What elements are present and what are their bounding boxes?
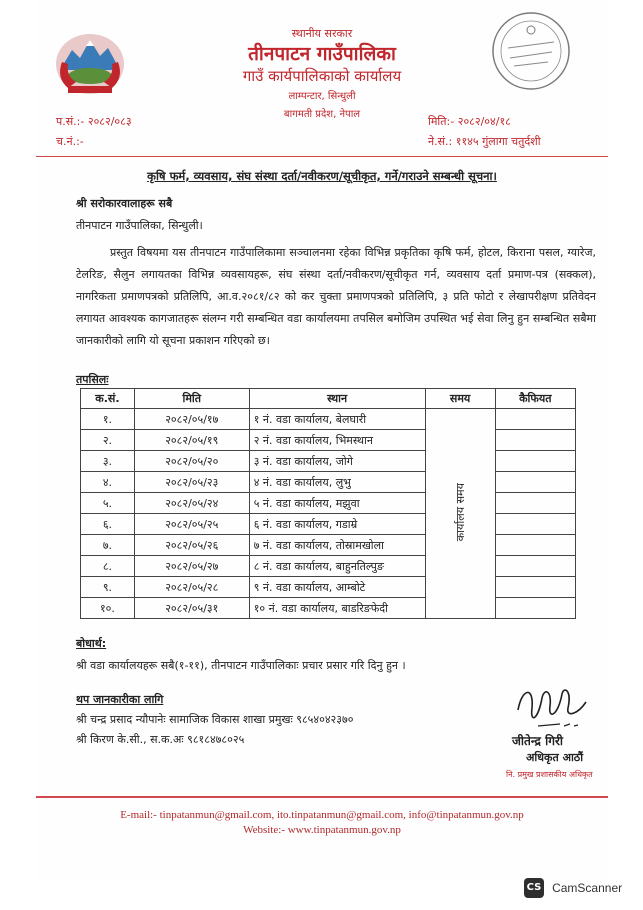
row-place: ३ नं. वडा कार्यालय, जोगे	[249, 451, 425, 472]
cc-label: बोधार्थ:	[76, 637, 107, 650]
table-row	[81, 577, 576, 598]
ref-dispatch-number: च.नं.:-	[56, 135, 84, 148]
table-row	[81, 598, 576, 619]
row-place: १ नं. वडा कार्यालय, बेलघारी	[249, 409, 425, 430]
contact-person-2: श्री किरण के.सी., स.क.अः ९८१८४७८०२५	[76, 733, 245, 746]
row-date: २०८२/०५/२३	[134, 472, 249, 493]
row-date: २०८२/०५/२४	[134, 493, 249, 514]
office-time-cell	[425, 409, 495, 619]
table-header-row	[81, 389, 576, 409]
row-remarks	[495, 514, 575, 535]
header-local-govt: स्थानीय सरकार	[291, 27, 353, 40]
row-place: ५ नं. वडा कार्यालय, मझुवा	[249, 493, 425, 514]
office-time-text: कार्यालय समय	[453, 482, 467, 542]
table-row	[81, 514, 576, 535]
header-municipality-title: तीनपाटन गाउँपालिका	[248, 43, 396, 65]
header-address: लाम्पन्टार, सिन्धुली	[288, 91, 356, 102]
row-date: २०८२/०५/२७	[134, 556, 249, 577]
cc-line: श्री वडा कार्यालयहरू सबै(१-११), तीनपाटन गाउँपालिकाः प्रचार प्रसार गरि दिनु हुन ।	[76, 659, 406, 672]
header-province: बागमती प्रदेश, नेपाल	[283, 109, 361, 120]
camscanner-watermark	[524, 877, 622, 899]
row-place: ९ नं. वडा कार्यालय, आम्बोटे	[249, 577, 425, 598]
row-date: २०८२/०५/२०	[134, 451, 249, 472]
row-place: २ नं. वडा कार्यालय, भिमस्थान	[249, 430, 425, 451]
header-serial: क.सं.	[81, 389, 135, 409]
row-serial: ७.	[81, 535, 135, 556]
ref-date: मिति:- २०८२/०४/१८	[428, 115, 511, 128]
header-remarks: कैफियत	[495, 389, 575, 409]
header-time: समय	[425, 389, 495, 409]
row-place: ७ नं. वडा कार्यालय, तोस्रामखोला	[249, 535, 425, 556]
row-remarks	[495, 472, 575, 493]
row-remarks	[495, 493, 575, 514]
header-date: मिति	[134, 389, 249, 409]
signatory-designation: नि. प्रमुख प्रशासकीय अधिकृत	[506, 770, 593, 779]
addressee-line-2: तीनपाटन गाउँपालिका, सिन्धुली।	[76, 219, 203, 232]
row-serial: ८.	[81, 556, 135, 577]
table-row	[81, 493, 576, 514]
row-remarks	[495, 535, 575, 556]
notice-body: प्रस्तुत विषयमा यस तीनपाटन गाउँपालिकामा सञ्चालनमा रहेका विभिन्न प्रकृतिका कृषि फर्म, होटल, किराना पसल, ग्यारेज, टेलरिङ, सैलुन लगायतका विभिन्न व्यवसायहरू, संघ संस्था दर्ता/नवीकरण/सूचीकृत गर्न, व्यवसाय दर्ता प्रमाण-पत्र (सक्कल), नागरिकता प्रमाणपत्रको प्रतिलिपि, आ.व.२०८१/८२ को कर चुक्ता प्रमाणपत्रको प्रतिलिपि, ३ प्रति फोटो र लेखापरीक्षण प्रतिवेदन लगायत आवश्यक कागजातहरू संलग्न गरी सम्बन्धित वडा कार्यालयमा तपसिल बमोजिम उपस्थित भई सेवा लिनु हुन सम्बन्धित सबैमा जानकारीको लागि यो सूचना प्रकाशन गरिएको छ।	[76, 246, 596, 347]
row-date: २०८२/०५/१९	[134, 430, 249, 451]
table-row	[81, 535, 576, 556]
row-place: ८ नं. वडा कार्यालय, बाहुनतिल्पुङ	[249, 556, 425, 577]
ref-letter-number: प.सं.:- २०८२/०८३	[56, 115, 132, 128]
row-remarks	[495, 430, 575, 451]
signatory-title: अधिकृत आठौं	[526, 751, 584, 764]
row-serial: १०.	[81, 598, 135, 619]
row-place: १० नं. वडा कार्यालय, बाडरिङफेदी	[249, 598, 425, 619]
table-row	[81, 430, 576, 451]
addressee-line-1: श्री सरोकारवालाहरू सबै	[76, 197, 173, 210]
row-remarks	[495, 577, 575, 598]
table-row	[81, 409, 576, 430]
row-date: २०८२/०५/१७	[134, 409, 249, 430]
row-place: ४ नं. वडा कार्यालय, लुभु	[249, 472, 425, 493]
camscanner-logo-icon: CS	[524, 878, 544, 898]
row-serial: ३.	[81, 451, 135, 472]
table-row	[81, 451, 576, 472]
header-office-name: गाउँ कार्यपालिकाको कार्यालय	[242, 67, 402, 85]
row-serial: ५.	[81, 493, 135, 514]
row-serial: ४.	[81, 472, 135, 493]
ref-nepal-sambat-date: ने.सं.: ११४५ गुंलागा चतुर्दशी	[428, 135, 541, 148]
row-remarks	[495, 409, 575, 430]
row-date: २०८२/०५/२६	[134, 535, 249, 556]
header-divider	[36, 156, 608, 157]
camscanner-label: CamScanner	[552, 880, 623, 895]
table-row	[81, 556, 576, 577]
schedule-table	[80, 388, 576, 619]
schedule-label: तपसिलः	[76, 373, 109, 386]
row-date: २०८२/०५/३१	[134, 598, 249, 619]
footer-divider	[36, 796, 608, 798]
letter-page	[36, 0, 608, 880]
contact-person-1: श्री चन्द्र प्रसाद न्यौपानेः सामाजिक विकास शाखा प्रमुखः ९८५४०४२३७०	[76, 713, 354, 726]
row-serial: ६.	[81, 514, 135, 535]
table-row	[81, 472, 576, 493]
handwritten-signature	[508, 680, 598, 736]
row-place: ६ नं. वडा कार्यालय, गडाम्रे	[249, 514, 425, 535]
signatory-name: जीतेन्द्र गिरी	[512, 734, 563, 748]
row-remarks	[495, 556, 575, 577]
notice-subject: कृषि फर्म, व्यवसाय, संघ संस्था दर्ता/नवीकरण/सूचीकृत, गर्ने/गराउने सम्बन्धी सूचना।	[147, 169, 497, 183]
row-date: २०८२/०५/२८	[134, 577, 249, 598]
footer-website: Website:- www.tinpatanmun.gov.np	[243, 824, 401, 836]
row-serial: २.	[81, 430, 135, 451]
row-serial: ९.	[81, 577, 135, 598]
row-serial: १.	[81, 409, 135, 430]
row-date: २०८२/०५/२५	[134, 514, 249, 535]
row-remarks	[495, 598, 575, 619]
footer-email: E-mail:- tinpatanmun@gmail.com, ito.tinpatanmun@gmail.com, info@tinpatanmun.gov.np	[120, 809, 524, 821]
contact-label: थप जानकारीका लागि	[76, 693, 164, 706]
row-remarks	[495, 451, 575, 472]
header-place: स्थान	[249, 389, 425, 409]
